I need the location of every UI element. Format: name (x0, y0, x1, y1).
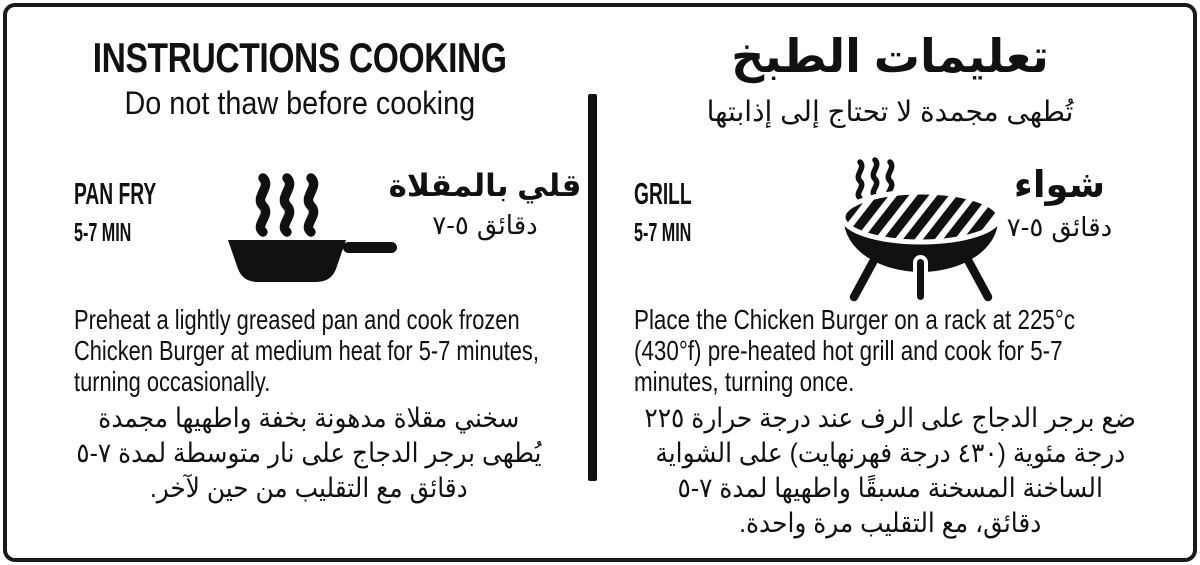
pan-handle (343, 242, 397, 253)
grill-label: GRILL (634, 176, 692, 211)
pan-fry-method-block (74, 178, 207, 245)
grill-method-block-arabic (982, 164, 1137, 242)
grill-instructions-english: Place the Chicken Burger on a rack at 225°c (430°f) pre-heated hot grill and cook for 5-7 minutes, turning once. (634, 304, 1076, 397)
pan-fry-time-arabic (432, 210, 537, 240)
subtitle-english-text: Do not thaw before cooking (124, 85, 476, 121)
pan-fry-instructions-english: Preheat a lightly greased pan and cook frozen Chicken Burger at medium heat for 5-7 minutes, turning occasionally. (74, 304, 539, 397)
pan-fry-minutes-range-arabic: ٥-٧ (432, 210, 469, 240)
subtitle-english (20, 86, 580, 120)
pan-fry-label: PAN FRY (74, 176, 157, 211)
grill-minutes-range-arabic: ٥-٧ (1006, 212, 1044, 242)
column-divider (588, 94, 597, 481)
pan-fry-method-block-arabic (388, 168, 582, 240)
pan-fry-label-arabic: قلي بالمقلاة (388, 168, 582, 203)
pan-fry-minutes-word-arabic: دقائق (476, 210, 538, 240)
pan-fry-instructions-arabic: سخني مقلاة مدهونة بخفة واطهيها مجمدة يُطهى برجر الدجاج على نار متوسطة لمدة ٥‎-‎٧ دقائق مع التقليب من حين لآخر. (75, 403, 542, 503)
pan-body (228, 240, 346, 282)
title-english-text: INSTRUCTIONS COOKING (93, 34, 507, 81)
grill-instructions-arabic: ضع برجر الدجاج على الرف عند درجة حرارة ٢٢٥ درجة مئوية (٤٣٠ درجة فهرنهايت) على الشواية الساخنة المسخنة مسبقًا واطهيها لمدة ٥‎-‎٧ دقائق، مع التقليب مرة واحدة. (644, 403, 1136, 538)
title-arabic-text: تعليمات الطبخ (731, 30, 1049, 82)
title-arabic (640, 30, 1140, 82)
steam-icon (260, 178, 313, 232)
grill-label-arabic: شواء (1013, 164, 1106, 205)
title-english (20, 36, 580, 80)
subtitle-arabic (640, 95, 1140, 129)
grill-time: 5-7 MIN (634, 217, 692, 247)
grill-time-arabic (1007, 212, 1112, 242)
pan-fry-time: 5-7 MIN (74, 217, 132, 247)
subtitle-arabic-text: تُطهى مجمدة لا تحتاج إلى إذابتها (706, 96, 1074, 127)
frying-pan-icon (220, 166, 400, 290)
grill-center-leg (915, 257, 926, 302)
grill-minutes-word-arabic: دقائق (1051, 212, 1113, 242)
grill-method-block (634, 178, 727, 245)
